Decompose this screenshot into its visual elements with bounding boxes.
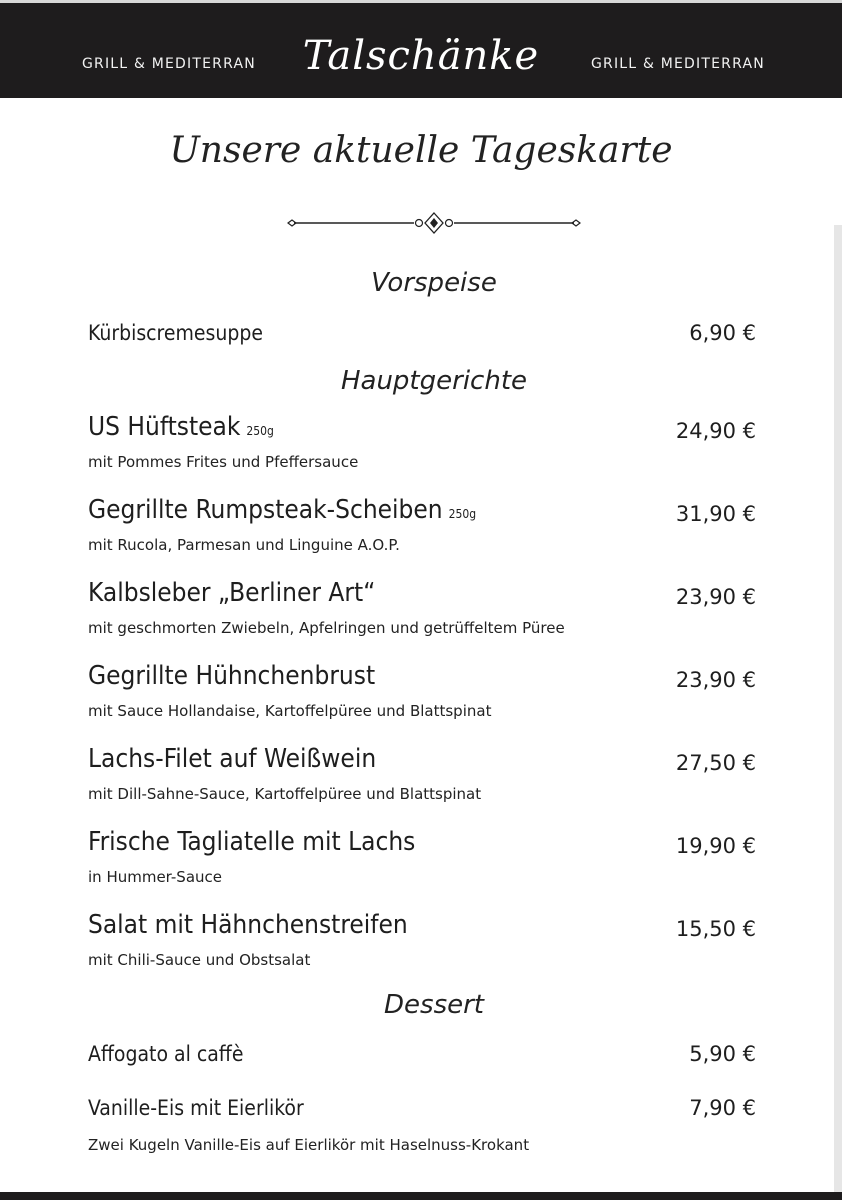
menu-item-price: 19,90 € — [675, 834, 756, 858]
menu-item-name — [88, 412, 274, 442]
menu-item-description: mit Sauce Hollandaise, Kartoffelpüree und Blattspinat — [88, 702, 492, 720]
menu-item-price: 31,90 € — [675, 502, 756, 526]
header-tag-right: GRILL & MEDITERRAN — [591, 56, 765, 72]
menu-item-description: mit Rucola, Parmesan und Linguine A.O.P. — [88, 536, 400, 554]
menu-item-price: 15,50 € — [675, 917, 756, 941]
menu-item-price: 24,90 € — [675, 419, 756, 443]
footer-bar — [0, 1192, 842, 1200]
section-heading-hauptgerichte: Hauptgerichte — [340, 366, 528, 396]
header-tag-left: GRILL & MEDITERRAN — [82, 56, 256, 72]
menu-item-name: Frische Tagliatelle mit Lachs — [88, 827, 416, 857]
menu-item-title: Gegrillte Rumpsteak-Scheiben — [88, 495, 443, 525]
menu-item-price: 27,50 € — [675, 751, 756, 775]
menu-item-description: mit Dill-Sahne-Sauce, Kartoffelpüree und Blattspinat — [88, 785, 482, 803]
menu-item-name: Kürbiscremesuppe — [88, 321, 263, 345]
menu-item-description: Zwei Kugeln Vanille-Eis auf Eierlikör mit Haselnuss-Krokant — [88, 1136, 530, 1154]
header-bar — [0, 0, 842, 98]
page-title: Unsere aktuelle Tageskarte — [169, 130, 673, 171]
menu-item-name: Lachs-Filet auf Weißwein — [88, 744, 377, 774]
menu-item-price: 23,90 € — [675, 668, 756, 692]
menu-item-price: 5,90 € — [689, 1042, 756, 1066]
menu-item-description: mit Chili-Sauce und Obstsalat — [88, 951, 311, 969]
menu-item-price: 23,90 € — [675, 585, 756, 609]
menu-item-name: Gegrillte Hühnchenbrust — [88, 661, 376, 691]
menu-item-price: 7,90 € — [689, 1096, 756, 1120]
menu-item-price: 6,90 € — [689, 321, 756, 345]
section-heading-dessert: Dessert — [384, 990, 484, 1020]
menu-item-name: Salat mit Hähnchenstreifen — [88, 910, 408, 940]
menu-item-description: in Hummer-Sauce — [88, 868, 222, 886]
menu-item-name: Kalbsleber „Berliner Art“ — [88, 578, 376, 608]
menu-item-weight: 250g — [448, 507, 477, 521]
section-heading-vorspeise: Vorspeise — [371, 268, 497, 298]
ornament-divider-icon — [286, 210, 582, 236]
menu-item-name: Affogato al caffè — [88, 1042, 244, 1066]
menu-item-name — [88, 495, 476, 525]
brand-logo: Talschänke — [302, 33, 540, 79]
menu-item-title: US Hüftsteak — [88, 412, 241, 442]
menu-item-weight: 250g — [246, 424, 274, 438]
menu-item-description: mit Pommes Frites und Pfeffersauce — [88, 453, 359, 471]
menu-item-name: Vanille-Eis mit Eierlikör — [88, 1096, 304, 1120]
menu-item-description: mit geschmorten Zwiebeln, Apfelringen und getrüffeltem Püree — [88, 619, 565, 637]
